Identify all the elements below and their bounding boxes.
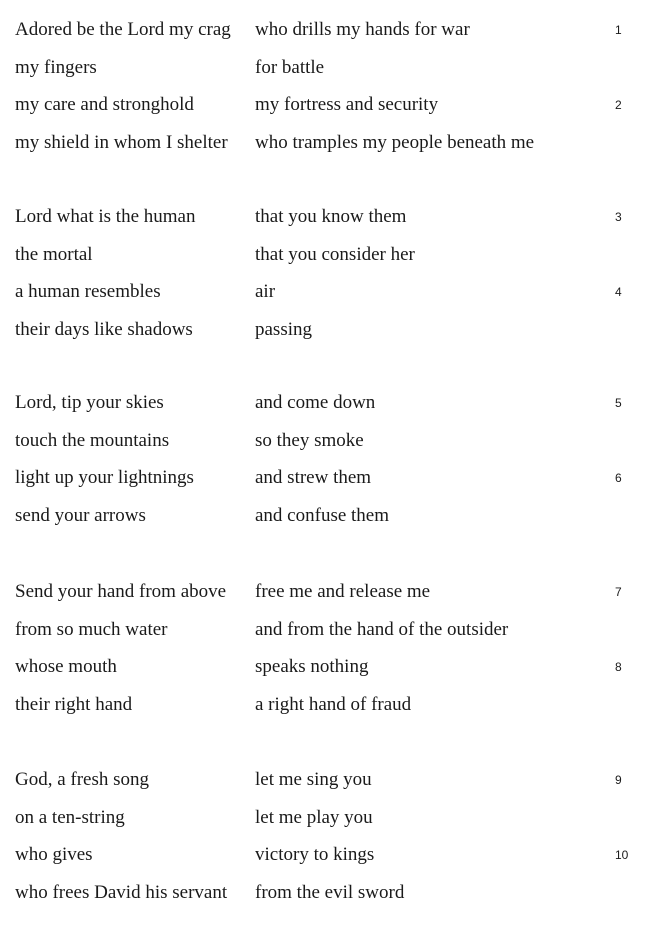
line-first-half: from so much water: [15, 619, 168, 640]
poem-line: [0, 18, 666, 48]
verse-number: 3: [615, 210, 622, 224]
line-first-half: who gives: [15, 844, 93, 865]
poem-line: [0, 429, 666, 459]
poem-line: [0, 655, 666, 685]
line-first-half: Lord, tip your skies: [15, 392, 164, 413]
line-second-half: speaks nothing: [255, 656, 369, 677]
verse-number: 10: [615, 848, 629, 862]
line-first-half: on a ten-string: [15, 807, 125, 828]
line-first-half: my fingers: [15, 57, 97, 78]
line-second-half: for battle: [255, 57, 325, 78]
line-first-half: light up your lightnings: [15, 467, 194, 488]
line-first-half: God, a fresh song: [15, 769, 150, 790]
poem-line: [0, 768, 666, 798]
line-first-half: my shield in whom I shelter: [15, 132, 228, 153]
poem-line: [0, 618, 666, 648]
line-first-half: Send your hand from above: [15, 581, 227, 602]
line-second-half: who tramples my people beneath me: [255, 132, 535, 153]
poem-line: [0, 93, 666, 123]
poem-line: [0, 205, 666, 235]
line-second-half: free me and release me: [255, 581, 431, 602]
line-first-half: Lord what is the human: [15, 206, 196, 227]
line-second-half: let me play you: [255, 807, 373, 828]
line-second-half: let me sing you: [255, 769, 372, 790]
line-first-half: their right hand: [15, 694, 133, 715]
line-second-half: and confuse them: [255, 505, 390, 526]
poem-line: [0, 56, 666, 86]
line-second-half: passing: [255, 319, 312, 340]
line-second-half: that you consider her: [255, 244, 415, 265]
poem-line: [0, 806, 666, 836]
poem-line: [0, 693, 666, 723]
line-second-half: victory to kings: [255, 844, 375, 865]
poem-line: [0, 580, 666, 610]
line-second-half: so they smoke: [255, 430, 364, 451]
line-first-half: who frees David his servant: [15, 882, 228, 903]
line-second-half: and strew them: [255, 467, 372, 488]
poem-line: [0, 280, 666, 310]
line-first-half: their days like shadows: [15, 319, 193, 340]
verse-number: 6: [615, 471, 622, 485]
poem-line: [0, 843, 666, 873]
poem-line: [0, 466, 666, 496]
verse-number: 8: [615, 660, 622, 674]
verse-number: 9: [615, 773, 622, 787]
line-first-half: Adored be the Lord my crag: [15, 19, 231, 40]
line-first-half: a human resembles: [15, 281, 161, 302]
verse-number: 7: [615, 585, 622, 599]
line-first-half: whose mouth: [15, 656, 117, 677]
line-first-half: the mortal: [15, 244, 93, 265]
line-second-half: my fortress and security: [255, 94, 439, 115]
line-second-half: that you know them: [255, 206, 407, 227]
poem-line: [0, 131, 666, 161]
line-second-half: a right hand of fraud: [255, 694, 412, 715]
poem-line: [0, 318, 666, 348]
line-second-half: and from the hand of the outsider: [255, 619, 509, 640]
poem-line: [0, 243, 666, 273]
poem-line: [0, 881, 666, 911]
line-first-half: touch the mountains: [15, 430, 170, 451]
line-second-half: from the evil sword: [255, 882, 405, 903]
verse-number: 2: [615, 98, 622, 112]
line-first-half: send your arrows: [15, 505, 146, 526]
poem-line: [0, 504, 666, 534]
line-second-half: and come down: [255, 392, 376, 413]
verse-number: 1: [615, 23, 622, 37]
line-first-half: my care and stronghold: [15, 94, 194, 115]
poem-line: [0, 391, 666, 421]
line-second-half: who drills my hands for war: [255, 19, 470, 40]
verse-number: 4: [615, 285, 622, 299]
line-second-half: air: [255, 281, 276, 302]
verse-number: 5: [615, 396, 622, 410]
